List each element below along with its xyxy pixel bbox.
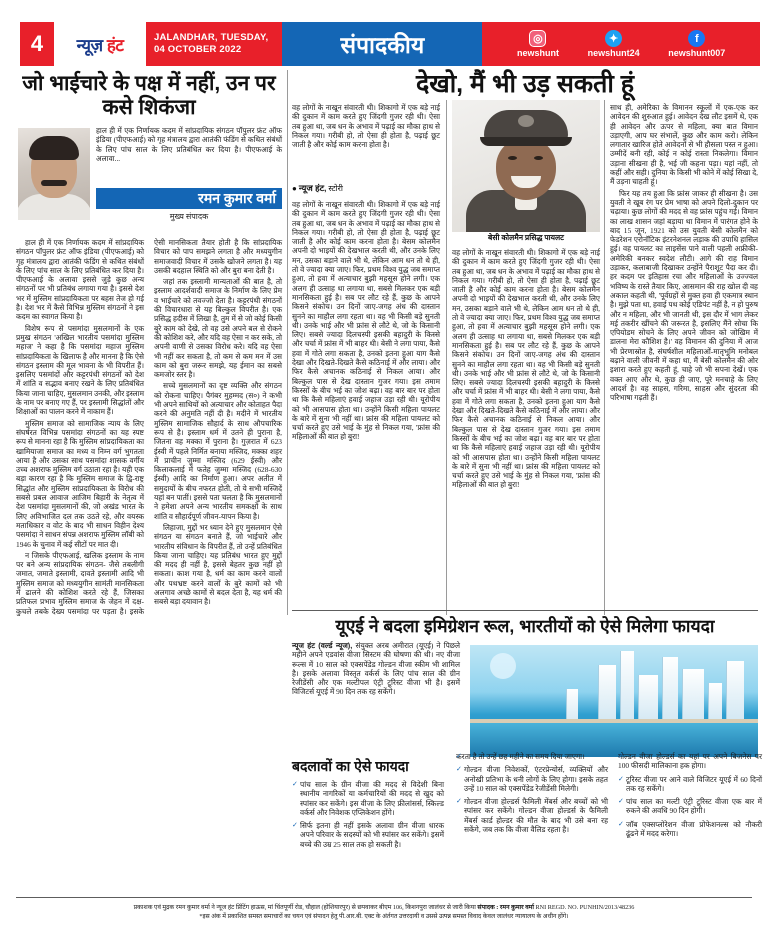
aviator-col-2-body: वह लोगों के नाखून संवारती थी। शिकागो में एक बड़े नाई की दुकान में काम करते हुए जिंदगी गुजर रही थी। ऐसा तब हुआ था, जब धन के अभाव में पढ़ाई का मौका हाथ से निकल गया। गरीबी हो, तो ऐसा ही होता है, पढ़ाई छूट जाती है और कोई काम करना होता है। बेसम कोलमैन अपनी दो भाइयों की देखभाल करती थी, और उनके लिए मन, उसका बड़ाने वाले भी थे, लेकिन आम धन तो थे ही, तो वे ज्यादा क्या जाए। फिर, प्रथम विश्व युद्ध जब समाप्त हुआ, तो हवा में अत्याचार बुझी महसूस होने लगी। एक अलग ही उत्साह था लगाया था, सबसे मिलकर एक बड़ी मानसिकता हुई है। सब पर लौट रहे हैं, कुछ के आपने किसने संकोच। उन दिनों जाए-जगह अंध की दास्तान सुनने का माहौल लगा रहता था। वह भी किसी बड़े सुनती थी। उनके भाई और भी फ्रांस से लौटे थे, जो के किसानी लिए। सबसे ज्यादा दिलचस्पी इसकी बहादुरी के किस्से और चर्चा में फ्रांस में भी बाहर थी। बेसी ने लगा पाया, कैसे हवा में गोते लगा सकता है, उनको इतना हुआ याग कैसे देखा और दिखते-दिखते कैसे कठिनाई में और लाया। और फिर कैसे अचानक कठिनाई से निकल आया। और बिल्कुल पास से देख दास्तान गुजर गया। इस तमाम किस्सों के बीच भई का जोश बढ़ा। वह बार बार पर होता था कि कैसे महिलाएं हवाई जहाज उड़ा रही थी। यूरोपीय को भी आसपास होता था। उन्होंने किसी महिला पायलट के बारे में सुना भी नहीं था। फ्रांस की महिला पायलट को चर्चा करते हुए उसे भाई के मुंह से निकल गया, 'फ्रांस की महिलाओं की बात हो बुरा! bbox=[452, 248, 600, 490]
list-item: ✓ टूरिस्ट वीजा पर आने वाले विजिटर यूएई में 60 दिनों तक रह सकेंगे। bbox=[618, 775, 762, 794]
list-item: ✓ गोल्डन वीजा होल्डर्स फैमिली मेंबर्स और बच्चों को भी स्पांसर कर सकेंगे। गोल्डन वीजा होल्डर्स के फैमिली मेंबर्स कार्ड होल्डर की मौत के बाद भी उसे बना रह सकेंगे, जब तक कि वीजा वैलिड रहता है। bbox=[456, 797, 608, 834]
dateline-city-day: JALANDHAR, TUESDAY, bbox=[154, 32, 269, 43]
social-instagram[interactable] bbox=[517, 30, 559, 58]
list-item: ✓ जॉब एक्सप्लोरेशन वीजा प्रोफेशनल्स को नौकरी ढूंढने में मदद करेगा। bbox=[618, 820, 762, 839]
list-item: ✓ पांच साल के ग्रीन वीजा की मदद से विदेशी बिना स्थानीय नागरिकों या कर्मचारियों की मदद से खुद को स्पांसर कर सकेंगे। इस वीजा के लिए फ्रीलांसर्स, स्किल्ड वर्कर्स और निवेशक एप्लिकेशन होंगे। bbox=[292, 780, 444, 817]
editorial-body: हाल ही में एक निर्णायक कदम में सांप्रदायिक संगठन पॉपुलर फ्रंट ऑफ इंडिया (पीएफआई) को गृह मंत्रालय द्वारा आतंकी फंडिंग से कथित संबंधों के लिए पांच साल के लिए प्रतिबंधित कर दिया है। पीएफआई के अलावा इससे जुड़े कुछ अन्य संगठनों पर भी प्रतिबंध लगाया गया है। इससे देश भर में मुस्लिम सांप्रदायिकता पर बहस तेज हो गई है। देश भर में कैसे विभिन्न मुस्लिम संगठनों ने इस कदम का स्वागत किया है। विशेष रूप से पसमांदा मुसलमानों के एक प्रमुख संगठन 'अखिल भारतीय पसमांदा मुस्लिम महाज' ने कहा है कि पसमांदा महाज मुस्लिम सांप्रदायिकता के खिलाफ है और मानना है कि ऐसे संगठन इस्लाम की मूल भावना के भी विपरीत हैं। इसलिए पसमांदों और कट्टरपंथी संगठनों को देश में शांति व सद्भाव बनाए रखने के लिए प्रतिबंधित किया जाना चाहिए, मुसलमान उनकी, और इस्लाम के नाम पर बनाए गए हैं, पर इस्लामी सिद्धांतों और शिक्षाओं का पालन करने में नाकाम हैं। मुस्लिम समाज को सामाजिक न्याय के लिए संघर्षरत विभिन्न पसमांदा संगठनों का यह स्पष्ट रूप से मानना रहा है कि मुस्लिम सांप्रदायिकता का खामियाजा समाज का मध्य व निम्न वर्ग भुगतता आया है और उसका साथ पसमांदा शासक वर्गीय उच्च अशराफ मुस्लिम वर्ग उठाता रहा है। यही एक बड़ा कारण रहा है कि मुस्लिम समाज के द्वि-राष्ट्र सिद्धांत और मुस्लिम सांप्रदायिकता के विरोध की सबसे प्रबल आवाज आजिम बिहारी के नेतृत्व में देश पसमांदा मुसलमानों की, जो अखंड भारत के लिए अविभाजित दल तक उठते रहे, और वयस्क मताधिकार व वोट के बाद भी साधन विहीन देश्य पसमांदा ने साधन संपन्न अशराफ मुस्लिम लॉबी को 1946 के चुनाव में कई सीटों पर मात दी। न जिसके पीएफआई, खलिक इस्लाम के नाम पर बने अन्य सांप्रदायिक संगठन- जैसे तबलीगी जमात, जमाते इस्लामी, दावते इस्लामी आदि भी मुस्लिम समाज को मध्ययुगीन सामंती मानसिकता में ढालने की कोशिश करते रहे हैं, जिसका प्रतिफल प्रभाव मुस्लिम समाज के जेहन में दक्ष-कुचले तबके देख्य पसमांदा पर पड़ता है। इसके ऐसी मानसिकता तैयार होती है कि सांप्रदायिक विचार को पाप समझने लगता है और मध्ययुगीन समाजवादी विचार में उसके खोजने लगता है। यह उसकी बदहाल स्थिति को और बुरा बना देती है। जहां तक इस्लामी मान्यताओं की बात है, तो इस्लाम आदर्शवादी समाज के निर्माण के लिए प्रेम व भाईचारे को तवज्जो देता है। कट्टरपंथी संगठनों की विचारधारा से यह बिल्कुल विपरीत है। एक प्रसिद्ध हदीस में लिखा है, तुम में से जो कोई किसी बुरे काम को देखे, तो वह उसे अपने बल से रोकने की कोशिश करे, और यदि वह ऐसा न कर सके, तो अपनी वाणी से उसका विरोध करे। यदि वह ऐसा भी नहीं कर सकता है, तो कम से कम मन में उस काम को बुरा जरूर समझे, यह ईमान का सबसे कमजोर स्तर है। सच्चे मुसलमानों का दृष्ट व्यक्ति और संगठन को रोकना चाहिए। पैगंबर मुहम्मद (स०) ने कभी भी अपने साथियों को अत्याचार और कोताहत पैदा करने की अनुमति नहीं दी है। मदीने में भारतीय मुस्लिम सामाजिक सौहार्द के साथ औपचारिक रूप से है। इस्लाम धर्म में उतने ही पुराना है, जितना वह मक्का में पुराना है। गुज़रात में 623 ईस्वी में पहले निर्मित बनाया मस्जिद, मक्का शहर में प्राचीन जुम्मा मस्जिद (629 ईस्वी) और किलाकलाई में फतेह जुम्मा मस्जिद (628-630 ईस्वी) आदि का निर्माण हुआ। अपर अतीत में समुदायों के बीच नफरत होती, तो ये सभी मस्जिदें यहां बन पातीं। इससे पता चलता है कि मुसलमानों ने हमेशा अपने अन्य भारतीय समकक्षों के साथ शांति व सौहार्दपूर्ण जीवन-यापन किया है। लिहाजा, मुद्दों भर ध्यान देने हुए मुसलमान ऐसे संगठन या संगठन बनाते हैं, जो भाईचारे और भारतीय संविधान के विपरीत हैं, तो उन्हें प्रतिबंधित किया जाना चाहिए। यह प्रतिबंध भारत हुए मुद्दों की मदद ही नहीं है, इससे बेहतर कुछ नहीं हो सकता। काश गया है, धर्म का काम करने वालों और पथभ्रष्ट करने वालों के बुरे कामों को भी अलगाव अच्छे कामों से बदल देता है, यह धर्म की सबसे बड़ा दयावान है। bbox=[16, 238, 282, 616]
benefits-heading: बदलावों का ऐसे फायदा bbox=[292, 758, 409, 774]
aviator-col-3-body: साथ ही, अमेरिका के विमानन स्कूलों में एक-एक कर आवेदन की शुरुआत हुई। आवेदन देख लौट इसमें थे, एक ही आवेदन और ऊपर से महिला, क्या बात विमान उड़ाएगी, आप घर संभालें, कुछ और काम करो। लेकिन लगातार खारिज होते आवेदनों से भी हौसला पस्त न हुआ। उम्मीदें बनी रही, कोई न कोई रास्ता निकलेगा। विमान उड़ाना सीखना ही है, भई जी कहना पड़ा। यहां नहीं, तो कहीं और सही। दुनिया के किसी भी कोने में कोई सिखा दे, मैं उड़ना चाहती हूं। फिर यह तय हुआ कि फ्रांस जाकर ही सीखना है। उस युवती ने खूब रंग पर प्रेम भाषा को अपने दिलो-दुकान पर चढ़ाया। कुछ लोगों की मदद से वह फ्रांस पहुंच गई। विमान का लाख शासन जहां बड़ाया था विमान में पारंगत होने के बाद 15 जून, 1921 को उस युवती बेसी कोलमैन को फेडरेशन एरोनॉटिक इंटरनेशनल लड़ाक की उपाधि हासिल हुई। वह पायलट का लाइसेंस पाने वाली पहली अफ्रीकी-अमेरिकी बनकर स्वदेश लौटी। आगे की राह विमान उड़ाकर, कलाबाजी दिखाकर उन्होंने पैराशूट पैदा कर दी। हर कदम पर इतिहास रचा और महिलाओं के उज्ज्वल भविष्य के रास्ते तैयार किए, आसमान की राह खोल दी वह अकाल कहती थी, 'पूर्वग्रहों से मुक्त हवा ही एकमात्र स्थान है। मुझे पता था, हवाई पथ कोई एडिपंट नहीं है, न हो पुरुष और न महिला, और भी जानती थी, इस दौर में भाग लेकर मई तकरीर खींचने की जरूरत है, इसलिए मैंने सोचा कि एपियोडम सोचने के लिए अपने जीवन को जोखिम में डालना मेरा कौशिश है।' वह विमानन की दुनिया में आज भी प्रेरणास्रोत है, संघर्षशील महिलाओं-मातृभूमि मनोबल बढ़ाने वाली जीवनी में कहा था, मैं बेसी कोलमैन की ओर इशारा करते हुए कहती हूं, चाहे जो भी सपना देखें। एक वक्त आए और थे, कुछ ही जाए, पूरे मनचाहे के लिए आदर्श है। वह साहस, गरिमा, साहस और सुंदरता की परिभाषा गढ़ती हैं। bbox=[610, 103, 758, 403]
aviator-headline: देखो, मैं भी उड़ सकती हूं bbox=[415, 70, 635, 98]
author-title: मुख्य संपादक bbox=[169, 212, 209, 221]
logo-text: न्यूज़ हंट bbox=[76, 35, 124, 55]
instagram-handle: newshunt bbox=[516, 48, 559, 58]
social-twitter[interactable] bbox=[588, 30, 640, 58]
benefits-list-col1 bbox=[292, 780, 444, 853]
facebook-icon: f bbox=[688, 30, 705, 47]
sun-glow bbox=[490, 653, 516, 679]
page-number: 4 bbox=[30, 31, 44, 56]
kicker-bullet: ● bbox=[292, 184, 297, 193]
dateline bbox=[146, 22, 276, 66]
footer-rni: RNI REGD. NO. PUNHIN/2013/48236 bbox=[535, 904, 635, 911]
benefits-list-col2 bbox=[456, 752, 608, 838]
footer-line-2: *इस अंक में प्रकाशित समस्त समाचारों का चयन एवं संपादन हेतु पी.आर.बी. एक्ट के अंर्तगत उत्तरदायी व उससे उत्पन्न समस्त विवाद केवल जालंधर न्यायालय के अधीन होंगे। bbox=[199, 913, 569, 920]
footer-editor: संपादक : रमन कुमार वर्मा bbox=[477, 904, 534, 911]
aviator-col-1-intro: वह लोगों के नाखून संवारती थी। शिकागो में एक बड़े नाई की दुकान में काम करते हुए जिंदगी गुजर रही थी। ऐसा तब हुआ था, जब धन के अभाव में पढ़ाई का मौका हाथ से निकल गया। गरीबी हो, तो ऐसा ही होता है, पढ़ाई छूट जाती है और कोई काम करना होता है। bbox=[292, 103, 440, 150]
column-divider-1 bbox=[287, 70, 288, 615]
editor-portrait-photo bbox=[18, 128, 90, 220]
uae-kicker-brand: न्यूज हंट (वर्ल्ड न्यूज), bbox=[292, 641, 353, 650]
instagram-icon: ◎ bbox=[529, 30, 546, 47]
list-item: ✓ पांच साल का मल्टी एंट्री टूरिस्ट वीजा एक बार में रुकने की अवधि 90 दिन होगी। bbox=[618, 797, 762, 816]
list-item-continuation: ✓ गोल्डन वीजा होल्डर्स का यहां पर अपने बिजनेस पर 100 फीसदी मालिकाना हक होगा। bbox=[618, 752, 762, 771]
footer-rule bbox=[16, 897, 752, 898]
uae-skyline-photo bbox=[470, 645, 758, 757]
bessie-coleman-photo bbox=[452, 100, 600, 232]
list-item: ✓ गोल्डन वीजा निवेशकों, एंटरप्रेन्योर्स, व्यक्तियों और अनोखी प्रतिभा के धनी लोगों के लिए होगा। इसके तहत उन्हें 10 साल को एक्सपेंडेड रेजीडेंसी मिलेगी। bbox=[456, 765, 608, 793]
facebook-handle: newshunt007 bbox=[668, 48, 726, 58]
social-links bbox=[482, 22, 760, 66]
kicker-brand: न्यूज हंट, bbox=[298, 183, 327, 193]
footer-publisher: प्रकाशक एवं मुद्रक रमन कुमार वर्मा ने न्यूज हंट प्रिंटिंग हाऊस, मां चिंतपूर्णी रोड, चौहाल (होशियारपुर) से छपवाकर बीएम 106, किशनपुरा जालंधर से जारी किया bbox=[133, 904, 476, 911]
uae-intro bbox=[292, 641, 460, 697]
uae-kicker-text: संयुक्त अरब अमीरात (यूएई) ने पिछले महीने अपने एडवांस वीजा सिस्टम की घोषणा की थी। नए वीजा रूल्स में 10 साल को एक्सपेंडेड गोल्डन वीजा स्कीम भी शामिल है। इसके अलावा विस्तृत वर्कर्स के लिए पांच साल की ग्रीन रेजीडेंसी और एक मल्टीपल एंट्री टूरिस्ट वीजा भी है। इसमें विजिटर्स यूएई में 90 दिन तक रह सकेंगे। bbox=[292, 641, 460, 697]
section-rule bbox=[292, 610, 758, 611]
author-name: रमन कुमार वर्मा bbox=[198, 190, 276, 206]
twitter-icon: ✦ bbox=[605, 30, 622, 47]
newshunt-logo[interactable] bbox=[54, 22, 146, 66]
section-title: संपादकीय bbox=[282, 22, 482, 66]
author-byline-bar bbox=[96, 188, 282, 209]
masthead bbox=[20, 22, 760, 66]
twitter-handle: newshunt24 bbox=[587, 48, 640, 58]
footer-imprint bbox=[20, 903, 748, 921]
editorial-lead: हाल ही में एक निर्णायक कदम में सांप्रदायिक संगठन पॉपुलर फ्रंट ऑफ इंडिया (पीएफआई) को गृह मंत्रालय द्वारा आतंकी फंडिंग से कथित संबंधों के लिए पांच साल के लिए प्रतिबंधित कर दिया है। पीएफआई के अलावा... bbox=[96, 126, 282, 163]
dateline-date: 04 OCTOBER 2022 bbox=[154, 44, 242, 55]
social-facebook[interactable] bbox=[668, 30, 725, 58]
column-divider-2 bbox=[446, 100, 447, 615]
aviator-story-kicker bbox=[292, 182, 343, 194]
editorial-headline: जो भाईचारे के पक्ष में नहीं, उन पर कसे शिकंजा bbox=[22, 72, 276, 119]
aviator-col-1-body: वह लोगों के नाखून संवारती थी। शिकागो में एक बड़े नाई की दुकान में काम करते हुए जिंदगी गुजर रही थी। ऐसा तब हुआ था, जब धन के अभाव में पढ़ाई का मौका हाथ से निकल गया। गरीबी हो, तो ऐसा ही होता है, पढ़ाई छूट जाती है और कोई काम करना होता है। बेसम कोलमैन अपनी दो भाइयों की देखभाल करती थी, और उनके लिए मन, उसका बड़ाने वाले भी थे, लेकिन आम धन तो थे ही, तो वे ज्यादा क्या जाए। फिर, प्रथम विश्व युद्ध जब समाप्त हुआ, तो हवा में अत्याचार बुझी महसूस होने लगी। एक अलग ही उत्साह था लगाया था, सबसे मिलकर एक बड़ी मानसिकता हुई है। सब पर लौट रहे हैं, कुछ के आपने किसने संकोच। उन दिनों जाए-जगह अंध की दास्तान सुनने का माहौल लगा रहता था। वह भी किसी बड़े सुनती थी। उनके भाई और भी फ्रांस से लौटे थे, जो के किसानी लिए। सबसे ज्यादा दिलचस्पी इसकी बहादुरी के किस्से और चर्चा में फ्रांस में भी बाहर थी। बेसी ने लगा पाया, कैसे हवा में गोते लगा सकता है, उनको इतना हुआ याग कैसे देखा और दिखते-दिखते कैसे कठिनाई में और लाया। और फिर कैसे अचानक कठिनाई से निकल आया। और बिल्कुल पास से देख दास्तान गुजर गया। इस तमाम किस्सों के बीच भई का जोश बढ़ा। वह बार बार पर होता था कि कैसे महिलाएं हवाई जहाज उड़ा रही थी। यूरोपीय को भी आसपास होता था। उन्होंने किसी महिला पायलट के बारे में सुना भी नहीं था। फ्रांस की महिला पायलट को चर्चा करते हुए उसे भाई के मुंह से निकल गया, 'फ्रांस की महिलाओं की बात हो बुरा! bbox=[292, 200, 440, 442]
column-divider-3 bbox=[604, 100, 605, 615]
bessie-coleman-caption: बेसी कोलमैन प्रसिद्ध पायलट bbox=[488, 233, 564, 242]
list-item: ✓ सिर्फ इतना ही नहीं इसके अलावा ग्रीन वीजा धारक अपने परिवार के सदस्यों को भी स्पांसर कर सकेंगे। इसमें बच्चे की उम्र 25 साल तक हो सकती है। bbox=[292, 821, 444, 849]
list-item-continuation: ✓ करता है तो उन्हें छह महीने का समय दिया जाएगा। bbox=[456, 752, 608, 761]
uae-headline: यूएई ने बदला इमिग्रेशन रूल, भारतीयों को ऐसे मिलेगा फायदा bbox=[335, 616, 715, 636]
footer-line-1 bbox=[20, 903, 748, 912]
benefits-list-col3 bbox=[618, 752, 762, 842]
kicker-rest: स्टोरी bbox=[326, 184, 343, 193]
